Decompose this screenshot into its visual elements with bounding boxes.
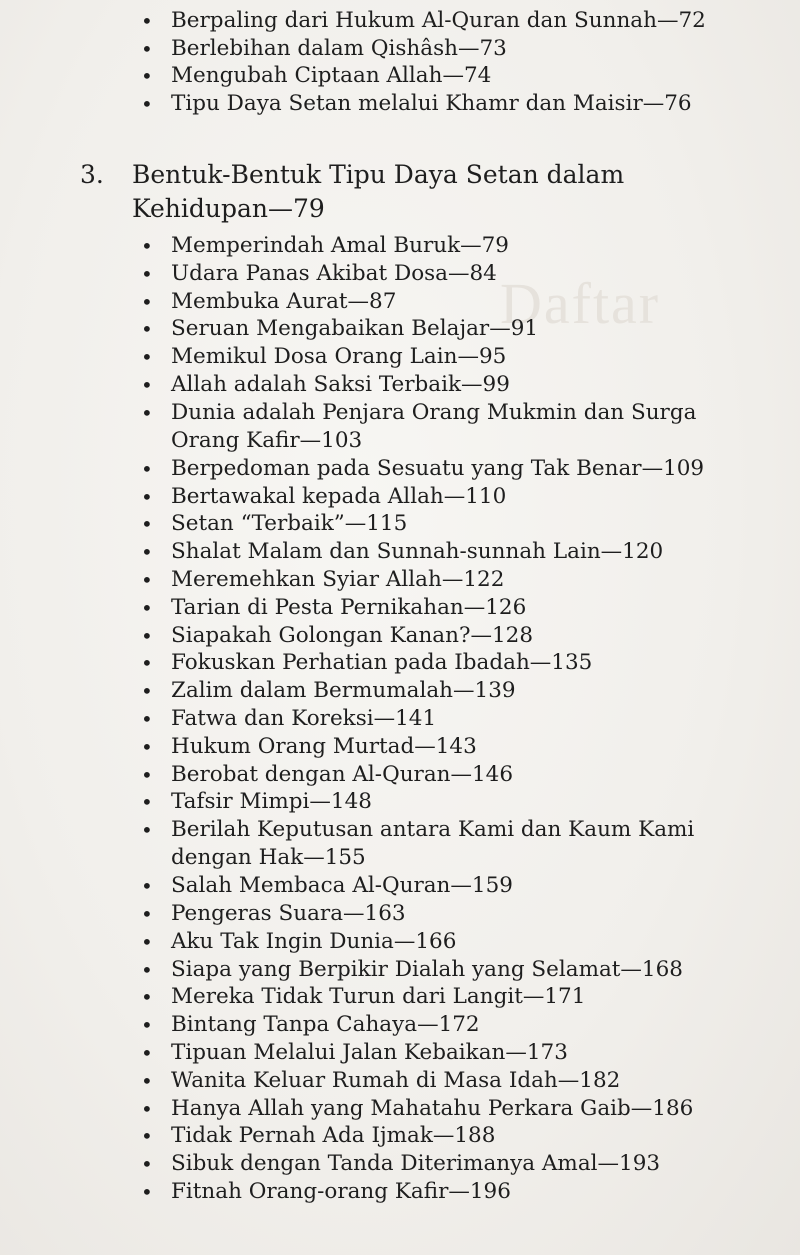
list-item-text: Hanya Allah yang Mahatahu Perkara Gaib—186 [171,1095,694,1121]
bullet-icon: • [141,1013,153,1038]
bullet-icon: • [141,289,153,314]
list-item-text: Tafsir Mimpi—148 [171,789,372,815]
list-item-text: Meremehkan Syiar Allah—122 [171,567,505,592]
list-item-text: Setan “Terbaik”—115 [171,511,408,537]
bullet-icon: • [141,1096,153,1121]
bullet-icon: • [141,1068,153,1093]
bullet-icon: • [141,818,153,843]
list-item-text: Fitnah Orang-orang Kafir—196 [171,1179,511,1204]
list-item-text: Pengeras Suara—163 [171,901,406,926]
section-number: 3. [80,160,104,189]
bullet-icon: • [141,512,153,537]
bullet-icon: • [141,234,153,258]
bullet-icon: • [141,400,153,425]
list-item-text: Tipuan Melalui Jalan Kebaikan—173 [171,1040,568,1065]
section-title-line-2: Kehidupan—79 [132,194,325,223]
bullet-icon: • [141,734,153,759]
bullet-icon: • [141,456,153,481]
bullet-icon: • [141,568,153,592]
bullet-icon: • [141,373,153,397]
list-item-text: Berilah Keputusan antara Kami dan Kaum Kami [171,817,695,843]
list-item-text: Membuka Aurat—87 [171,288,397,314]
bullet-icon: • [141,929,153,954]
bleed-through-decoration: Daftar [500,271,661,336]
bullet-icon: • [141,317,153,342]
list-item-text: Wanita Keluar Rumah di Masa Idah—182 [171,1067,621,1093]
list-item-text: Berpaling dari Hukum Al-Quran dan Sunnah—72 [171,8,706,33]
bullet-icon: • [141,91,153,116]
list-item-text: Fokuskan Perhatian pada Ibadah—135 [171,650,593,676]
list-item-text: Allah adalah Saksi Terbaik—99 [171,372,510,397]
bullet-icon: • [141,790,153,815]
list-item-text: Hukum Orang Murtad—143 [171,733,477,759]
list-item-text: Siapakah Golongan Kanan?—128 [171,622,534,648]
list-item-text: Dunia adalah Penjara Orang Mukmin dan Surga [171,399,697,425]
bullet-icon: • [141,36,153,61]
list-item-text: Tidak Pernah Ada Ijmak—188 [171,1123,496,1149]
bullet-icon: • [141,595,153,620]
list-item-text-continued: dengan Hak—155 [171,845,366,871]
bullet-icon: • [141,484,153,509]
bullet-icon: • [141,1124,153,1149]
bullet-icon: • [141,9,153,33]
list-item-text: Mereka Tidak Turun dari Langit—171 [171,984,586,1010]
bullet-icon: • [141,623,153,648]
bullet-icon: • [141,1041,153,1065]
list-item-text: Memperindah Amal Buruk—79 [171,233,509,258]
bullet-icon: • [141,957,153,982]
list-item-text: Shalat Malam dan Sunnah-sunnah Lain—120 [171,539,664,565]
list-item-text: Siapa yang Berpikir Dialah yang Selamat—168 [171,956,683,982]
bullet-icon: • [141,651,153,676]
bullet-icon: • [141,902,153,926]
section-title-line-1: Bentuk-Bentuk Tipu Daya Setan dalam [132,160,625,189]
list-item-text: Fatwa dan Koreksi—141 [171,706,437,731]
bullet-icon: • [141,1152,153,1177]
bullet-icon: • [141,874,153,899]
list-item-text: Seruan Mengabaikan Belajar—91 [171,316,539,342]
list-item-text: Berlebihan dalam Qishâsh—73 [171,35,507,61]
list-item-text: Mengubah Ciptaan Allah—74 [171,63,492,88]
list-item-text: Udara Panas Akibat Dosa—84 [171,260,497,286]
bullet-icon: • [141,679,153,704]
list-item-text: Tipu Daya Setan melalui Khamr dan Maisir—76 [171,90,692,116]
bullet-icon: • [141,540,153,565]
list-item-text: Berpedoman pada Sesuatu yang Tak Benar—109 [171,455,705,481]
list-item-text: Aku Tak Ingin Dunia—166 [171,928,457,954]
list-item-text: Berobat dengan Al-Quran—146 [171,761,514,787]
bullet-icon: • [141,345,153,370]
list-item-text: Bertawakal kepada Allah—110 [171,483,507,509]
list-item-text: Sibuk dengan Tanda Diterimanya Amal—193 [171,1151,661,1177]
bullet-icon: • [141,762,153,787]
bullet-icon: • [141,64,153,88]
list-item-text-continued: Orang Kafir—103 [171,427,363,453]
list-item-text: Salah Membaca Al-Quran—159 [171,873,513,899]
list-item-text: Zalim dalam Bermumalah—139 [171,678,516,704]
list-item-text: Bintang Tanpa Cahaya—172 [171,1012,480,1038]
bullet-icon: • [141,1180,153,1204]
bullet-icon: • [141,707,153,731]
bullet-icon: • [141,985,153,1010]
bullet-icon: • [141,261,153,286]
list-item-text: Tarian di Pesta Pernikahan—126 [171,594,527,620]
list-item-text: Memikul Dosa Orang Lain—95 [171,344,507,370]
